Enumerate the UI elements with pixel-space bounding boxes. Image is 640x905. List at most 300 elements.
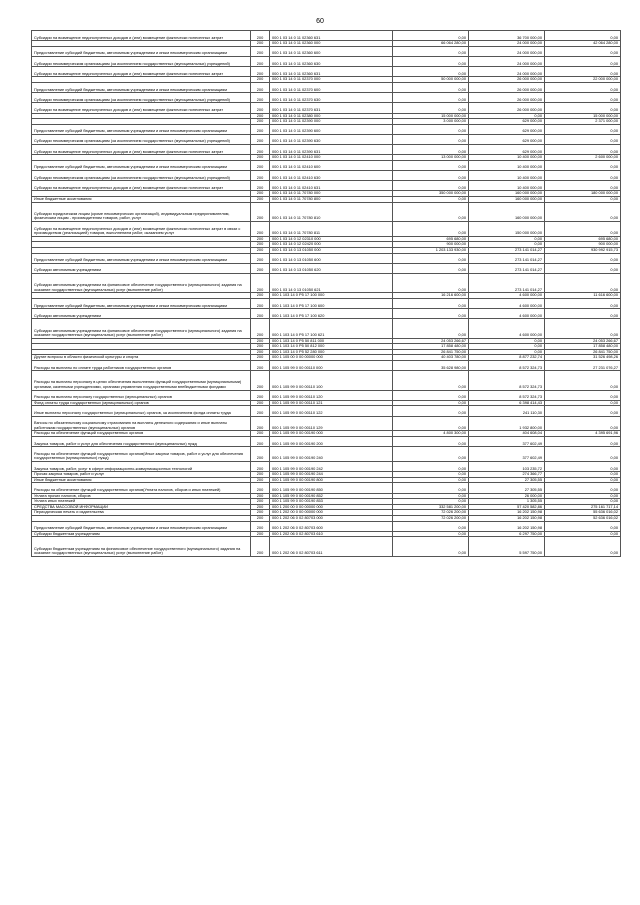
- row-name: Предоставление субсидий бюджетным, автономным учреждениям и иным некоммерческим организациям: [32, 46, 251, 56]
- row-executed: 273 141 014,27: [469, 247, 545, 253]
- row-approved: 40 403 780,00: [393, 355, 469, 361]
- row-approved: 0,00: [393, 309, 469, 319]
- table-row: [32, 273, 621, 292]
- row-code: 200: [251, 510, 270, 516]
- row-kbk: 000 1 03 14 0 12 02420 000: [270, 242, 393, 248]
- table-body: [32, 31, 621, 557]
- row-approved: 332 581 200,00: [393, 504, 469, 510]
- row-name: Субсидии некоммерческим организациям (за исключением государственных (муниципальных) учреждений): [32, 134, 251, 144]
- row-unexecuted: 4 395 691,96: [545, 431, 621, 437]
- row-unexecuted: 27 231 076,27: [545, 361, 621, 371]
- row-kbk: 000 1 202 06 0 02 80703 611: [270, 537, 393, 556]
- row-executed: 0,00: [469, 338, 545, 344]
- row-code: 200: [251, 31, 270, 41]
- row-code: 200: [251, 431, 270, 437]
- row-unexecuted: 0,00: [545, 67, 621, 77]
- row-kbk: 000 1 200 00 0 00 00000 000: [270, 504, 393, 510]
- table-row: [32, 93, 621, 103]
- row-name: Субсидии некоммерческим организациям (за исключением государственных (муниципальных) учреждений): [32, 93, 251, 103]
- row-approved: 16 216 600,00: [393, 293, 469, 299]
- table-row: [32, 134, 621, 144]
- row-unexecuted: 0,00: [545, 437, 621, 447]
- row-unexecuted: 0,00: [545, 103, 621, 113]
- row-code: 200: [251, 77, 270, 83]
- row-unexecuted: 0,00: [545, 472, 621, 478]
- row-code: 200: [251, 155, 270, 161]
- row-executed: 274 366,77: [469, 472, 545, 478]
- row-executed: 24 000 000,00: [469, 67, 545, 77]
- table-row: [32, 461, 621, 471]
- row-kbk: 000 1 03 14 0 13 01050 000: [270, 247, 393, 253]
- row-executed: 26 000 000,00: [469, 93, 545, 103]
- row-kbk: 000 1 03 14 0 11 02370 630: [270, 93, 393, 103]
- row-code: 200: [251, 202, 270, 221]
- row-code: 200: [251, 197, 270, 203]
- row-executed: 0,00: [469, 236, 545, 242]
- row-unexecuted: 900 000,00: [545, 242, 621, 248]
- row-code: 200: [251, 493, 270, 499]
- table-row: [32, 521, 621, 531]
- row-executed: 629 000,00: [469, 119, 545, 125]
- row-kbk: 000 1 03 14 0 11 02370 631: [270, 103, 393, 113]
- row-code: 200: [251, 293, 270, 299]
- row-code: 200: [251, 242, 270, 248]
- row-name: Субсидии на возмещение недополученных доходов и (или) возмещение фактически понесенных затрат: [32, 31, 251, 41]
- row-approved: 0,00: [393, 390, 469, 400]
- row-kbk: 000 1 03 14 0 11 02390 600: [270, 124, 393, 134]
- row-name: Уплата прочих налогов, сборов: [32, 493, 251, 499]
- row-kbk: 000 1 103 14 0 P5 17 100 621: [270, 319, 393, 338]
- row-executed: 404 608,04: [469, 431, 545, 437]
- row-executed: 10 400 000,00: [469, 181, 545, 191]
- row-name: СРЕДСТВА МАССОВОЙ ИНФОРМАЦИИ: [32, 504, 251, 510]
- row-unexecuted: 0,00: [545, 499, 621, 505]
- row-code: 200: [251, 134, 270, 144]
- row-approved: 3 000 000,00: [393, 119, 469, 125]
- row-name: Предоставление субсидий бюджетным, автономным учреждениям и иным некоммерческим организациям: [32, 253, 251, 263]
- table-row: [32, 253, 621, 263]
- row-unexecuted: 0,00: [545, 221, 621, 236]
- row-kbk: 000 1 202 06 0 02 80703 000: [270, 515, 393, 521]
- row-unexecuted: 0,00: [545, 371, 621, 390]
- row-name: Расходы на выплаты по оплате труда работников государственных органов: [32, 361, 251, 371]
- row-code: 200: [251, 67, 270, 77]
- row-name: Субсидии юридическим лицам (кроме некоммерческих организаций), индивидуальным предпринимателям, физическим лицам - производителям товаров, работ, услуг: [32, 202, 251, 221]
- table-row: [32, 309, 621, 319]
- row-unexecuted: 0,00: [545, 416, 621, 431]
- row-code: 200: [251, 56, 270, 66]
- row-unexecuted: 180 000 000,00: [545, 191, 621, 197]
- row-approved: 0,00: [393, 319, 469, 338]
- row-code: 200: [251, 477, 270, 483]
- row-unexecuted: 0,00: [545, 531, 621, 537]
- row-code: 200: [251, 247, 270, 253]
- row-kbk: 000 1 03 14 0 11 02390 000: [270, 119, 393, 125]
- row-executed: 36 700 000,00: [469, 31, 545, 41]
- table-row: [32, 221, 621, 236]
- row-kbk: 000 1 202 06 0 02 80703 600: [270, 521, 393, 531]
- row-unexecuted: 17 858 480,00: [545, 344, 621, 350]
- row-kbk: 000 1 105 99 0 00 00190 800: [270, 477, 393, 483]
- row-approved: 350 000 000,00: [393, 191, 469, 197]
- row-executed: 160 000 000,00: [469, 202, 545, 221]
- row-name: Субсидии некоммерческим организациям (за исключением государственных (муниципальных) учреждений): [32, 171, 251, 181]
- row-approved: 15 000 000,00: [393, 113, 469, 119]
- row-code: 200: [251, 499, 270, 505]
- row-kbk: 000 1 103 14 0 P5 17 100 620: [270, 309, 393, 319]
- row-executed: 273 141 014,27: [469, 253, 545, 263]
- row-code: 200: [251, 119, 270, 125]
- row-executed: 8 572 324,73: [469, 371, 545, 390]
- row-code: 200: [251, 309, 270, 319]
- row-approved: 0,00: [393, 263, 469, 273]
- row-unexecuted: 0,00: [545, 31, 621, 41]
- row-unexecuted: 0,00: [545, 56, 621, 66]
- row-approved: 1 203 133 930,00: [393, 247, 469, 253]
- row-unexecuted: 0,00: [545, 82, 621, 92]
- row-approved: 26 841 750,00: [393, 349, 469, 355]
- row-executed: 273 141 014,27: [469, 273, 545, 292]
- row-approved: 0,00: [393, 46, 469, 56]
- row-code: 200: [251, 483, 270, 493]
- row-code: 200: [251, 504, 270, 510]
- table-row: [32, 298, 621, 308]
- row-kbk: 000 1 03 14 0 11 02410 000: [270, 155, 393, 161]
- row-executed: 241 110,30: [469, 406, 545, 416]
- row-unexecuted: 930 992 915,73: [545, 247, 621, 253]
- row-unexecuted: 0,00: [545, 253, 621, 263]
- row-kbk: 000 1 03 14 0 11 02370 000: [270, 77, 393, 83]
- row-kbk: 000 1 105 99 0 00 00190 853: [270, 499, 393, 505]
- row-kbk: 000 1 03 14 0 11 70780 810: [270, 202, 393, 221]
- row-executed: 273 141 014,27: [469, 263, 545, 273]
- table-row: [32, 181, 621, 191]
- row-unexecuted: 52 636 016,02: [545, 515, 621, 521]
- row-code: 200: [251, 41, 270, 47]
- row-code: 200: [251, 361, 270, 371]
- row-kbk: 000 1 103 14 0 P5 17 100 600: [270, 298, 393, 308]
- row-executed: 629 000,00: [469, 145, 545, 155]
- row-code: 200: [251, 253, 270, 263]
- row-kbk: 000 1 105 99 0 00 00190 242: [270, 461, 393, 471]
- row-name: Субсидии на возмещение недополученных доходов и (или) возмещение фактически понесенных затрат: [32, 181, 251, 191]
- row-code: 200: [251, 145, 270, 155]
- row-code: 200: [251, 319, 270, 338]
- row-kbk: 000 1 105 99 0 00 00110 121: [270, 400, 393, 406]
- row-approved: 0,00: [393, 31, 469, 41]
- row-kbk: 000 1 105 00 0 00 00000 000: [270, 355, 393, 361]
- row-kbk: 000 1 03 14 0 11 02370 600: [270, 82, 393, 92]
- row-name: Взносы по обязательному социальному страхованию на выплаты денежного содержания и иные выплаты работникам государственных (муниципальных) органов: [32, 416, 251, 431]
- row-unexecuted: 31 526 498,26: [545, 355, 621, 361]
- row-executed: 8 572 324,73: [469, 390, 545, 400]
- row-unexecuted: 275 161 717,14: [545, 504, 621, 510]
- row-code: 200: [251, 400, 270, 406]
- row-unexecuted: 0,00: [545, 273, 621, 292]
- row-name: Закупка товаров, работ, услуг в сфере информационно-коммуникационных технологий: [32, 461, 251, 471]
- row-approved: 0,00: [393, 145, 469, 155]
- row-executed: 26 000,00: [469, 493, 545, 499]
- row-name: Расходы на обеспечение функций государственных органов: [32, 431, 251, 437]
- row-unexecuted: 0,00: [545, 263, 621, 273]
- row-approved: 0,00: [393, 253, 469, 263]
- row-code: 200: [251, 437, 270, 447]
- row-approved: 0,00: [393, 273, 469, 292]
- row-approved: 0,00: [393, 124, 469, 134]
- row-approved: 900 000,00: [393, 242, 469, 248]
- table-row: [32, 202, 621, 221]
- row-code: 200: [251, 355, 270, 361]
- row-approved: 17 858 480,00: [393, 344, 469, 350]
- row-approved: 0,00: [393, 483, 469, 493]
- row-executed: 27 305,55: [469, 477, 545, 483]
- row-kbk: 000 1 03 14 0 11 02360 631: [270, 31, 393, 41]
- row-kbk: 000 1 105 99 0 00 00190 850: [270, 483, 393, 493]
- table-row: [32, 390, 621, 400]
- row-approved: 0,00: [393, 537, 469, 556]
- row-executed: 10 400 000,00: [469, 155, 545, 161]
- row-executed: 26 000 000,00: [469, 103, 545, 113]
- row-unexecuted: 0,00: [545, 477, 621, 483]
- row-name: Субсидии автономным учреждениям: [32, 263, 251, 273]
- row-kbk: 000 1 03 14 0 12 02310 000: [270, 236, 393, 242]
- row-name: Субсидии автономным учреждениям: [32, 309, 251, 319]
- row-code: 200: [251, 113, 270, 119]
- row-code: 200: [251, 46, 270, 56]
- row-executed: 377 602,49: [469, 447, 545, 462]
- row-unexecuted: 0,00: [545, 202, 621, 221]
- row-unexecuted: 0,00: [545, 309, 621, 319]
- row-executed: 26 000 000,00: [469, 82, 545, 92]
- row-kbk: 000 1 03 14 0 11 02380 000: [270, 113, 393, 119]
- table-row: [32, 171, 621, 181]
- row-executed: 0,00: [469, 344, 545, 350]
- row-approved: 0,00: [393, 531, 469, 537]
- row-executed: 24 000 000,00: [469, 41, 545, 47]
- row-name: Субсидии на возмещение недополученных доходов и (или) возмещение фактически понесенных затрат в связи с производством (реализацией) товаров, выполнением работ, оказанием услуг: [32, 221, 251, 236]
- row-name: Периодическая печать и издательства: [32, 510, 251, 516]
- table-row: [32, 103, 621, 113]
- row-approved: 0,00: [393, 67, 469, 77]
- row-unexecuted: 0,00: [545, 160, 621, 170]
- row-approved: 0,00: [393, 371, 469, 390]
- row-executed: 27 305,55: [469, 483, 545, 493]
- row-kbk: 000 1 03 14 0 13 01050 600: [270, 253, 393, 263]
- row-unexecuted: 22 000 000,00: [545, 77, 621, 83]
- row-unexecuted: 55 636 016,02: [545, 510, 621, 516]
- row-name: Субсидии автономным учреждениям на финансовое обеспечение государственного (муниципального) задания на оказание государственных (муниципальных) услуг (выполнение работ): [32, 273, 251, 292]
- row-kbk: 000 1 03 14 0 11 02360 600: [270, 46, 393, 56]
- row-executed: 6 297 750,00: [469, 531, 545, 537]
- row-unexecuted: 0,00: [545, 400, 621, 406]
- row-approved: 0,00: [393, 521, 469, 531]
- row-name: Расходы на выплаты персоналу государственных (муниципальных) органов: [32, 390, 251, 400]
- row-approved: 0,00: [393, 477, 469, 483]
- row-approved: 0,00: [393, 93, 469, 103]
- row-unexecuted: 0,00: [545, 483, 621, 493]
- row-kbk: 000 1 03 14 0 11 02390 631: [270, 145, 393, 155]
- row-code: 200: [251, 273, 270, 292]
- row-name: Иные бюджетные ассигнования: [32, 197, 251, 203]
- row-approved: 0,00: [393, 499, 469, 505]
- row-unexecuted: 0,00: [545, 447, 621, 462]
- row-executed: 4 600 000,00: [469, 319, 545, 338]
- row-kbk: 000 1 03 14 0 11 02360 631: [270, 67, 393, 77]
- row-name: Фонд оплаты труда государственных (муниципальных) органов: [32, 400, 251, 406]
- row-approved: 0,00: [393, 181, 469, 191]
- row-executed: 629 000,00: [469, 124, 545, 134]
- row-approved: 0,00: [393, 202, 469, 221]
- row-unexecuted: 0,00: [545, 197, 621, 203]
- row-name: Расходы на обеспечение функций государственных органов(Уплата налогов, сборов и иных платежей): [32, 483, 251, 493]
- row-approved: 0,00: [393, 461, 469, 471]
- row-kbk: 000 1 105 99 0 00 00110 100: [270, 371, 393, 390]
- row-name: Субсидии на возмещение недополученных доходов и (или) возмещение фактически понесенных затрат: [32, 145, 251, 155]
- row-approved: 0,00: [393, 221, 469, 236]
- table-row: [32, 319, 621, 338]
- row-approved: 0,00: [393, 160, 469, 170]
- row-approved: 72 026 200,00: [393, 515, 469, 521]
- table-row: [32, 437, 621, 447]
- table-row: [32, 263, 621, 273]
- row-code: 200: [251, 416, 270, 431]
- row-name: Предоставление субсидий бюджетным, автономным учреждениям и иным некоммерческим организациям: [32, 298, 251, 308]
- page-number: 60: [316, 18, 324, 25]
- row-executed: 4 600 000,00: [469, 293, 545, 299]
- row-name: Прочая закупка товаров, работ и услуг: [32, 472, 251, 478]
- row-executed: 24 000 000,00: [469, 46, 545, 56]
- row-executed: 103 235,72: [469, 461, 545, 471]
- row-code: 200: [251, 82, 270, 92]
- row-kbk: 000 1 03 14 0 11 70780 811: [270, 221, 393, 236]
- row-code: 200: [251, 93, 270, 103]
- row-name: Иные бюджетные ассигнования: [32, 477, 251, 483]
- row-code: 200: [251, 344, 270, 350]
- row-executed: 10 400 000,00: [469, 171, 545, 181]
- row-executed: 1 305,55: [469, 499, 545, 505]
- row-executed: 24 000 000,00: [469, 56, 545, 66]
- table-row: [32, 56, 621, 66]
- row-kbk: 000 1 105 99 0 00 00190 852: [270, 493, 393, 499]
- row-code: 200: [251, 472, 270, 478]
- row-kbk: 000 1 103 14 0 P5 17 100 000: [270, 293, 393, 299]
- table-row: [32, 361, 621, 371]
- row-name: Предоставление субсидий бюджетным, автономным учреждениям и иным некоммерческим организациям: [32, 160, 251, 170]
- row-executed: 4 600 000,00: [469, 309, 545, 319]
- table-row: [32, 46, 621, 56]
- row-kbk: 000 1 105 99 0 00 00190 200: [270, 437, 393, 447]
- row-kbk: 000 1 03 14 0 13 01050 621: [270, 273, 393, 292]
- row-code: 200: [251, 338, 270, 344]
- row-approved: 13 000 000,00: [393, 155, 469, 161]
- row-unexecuted: 0,00: [545, 537, 621, 556]
- row-code: 200: [251, 298, 270, 308]
- row-executed: 4 600 000,00: [469, 298, 545, 308]
- row-kbk: 000 1 105 99 0 00 00110 120: [270, 390, 393, 400]
- row-code: 200: [251, 371, 270, 390]
- table-row: [32, 67, 621, 77]
- row-unexecuted: 0,00: [545, 406, 621, 416]
- row-name: Иные выплаты персоналу государственных (муниципальных) органов, за исключением фонда оплаты труда: [32, 406, 251, 416]
- row-approved: 0,00: [393, 493, 469, 499]
- row-name: Субсидии на возмещение недополученных доходов и (или) возмещение фактически понесенных затрат: [32, 67, 251, 77]
- row-approved: 695 680,00: [393, 236, 469, 242]
- row-kbk: 000 1 202 06 0 02 80703 610: [270, 531, 393, 537]
- row-unexecuted: 0,00: [545, 319, 621, 338]
- table-row: [32, 416, 621, 431]
- row-code: 200: [251, 521, 270, 531]
- row-kbk: 000 1 103 14 0 P5 50 812 000: [270, 344, 393, 350]
- row-kbk: 000 1 105 99 0 00 00190 244: [270, 472, 393, 478]
- row-code: 200: [251, 191, 270, 197]
- row-executed: 16 202 150,98: [469, 521, 545, 531]
- row-unexecuted: 0,00: [545, 493, 621, 499]
- row-approved: 0,00: [393, 82, 469, 92]
- row-code: 200: [251, 537, 270, 556]
- row-name: Субсидии некоммерческим организациям (за исключением государственных (муниципальных) учреждений): [32, 56, 251, 66]
- row-unexecuted: 0,00: [545, 521, 621, 531]
- row-kbk: 000 1 03 14 0 11 02360 000: [270, 41, 393, 47]
- row-code: 200: [251, 531, 270, 537]
- row-name: Субсидии на возмещение недополученных доходов и (или) возмещение фактически понесенных затрат: [32, 103, 251, 113]
- table-row: [32, 371, 621, 390]
- row-executed: 629 000,00: [469, 134, 545, 144]
- row-code: 200: [251, 103, 270, 113]
- row-approved: 24 053 266,67: [393, 338, 469, 344]
- row-kbk: 000 1 03 14 0 11 02410 600: [270, 160, 393, 170]
- row-kbk: 000 1 03 14 0 11 02410 631: [270, 181, 393, 191]
- row-name: Субсидии бюджетным учреждениям на финансовое обеспечение государственного (муниципального) задания на оказание государственных (муниципальных) услуг (выполнение работ): [32, 537, 251, 556]
- row-executed: 377 602,49: [469, 437, 545, 447]
- row-name: Расходы на обеспечение функций государственных органов(Иные закупки товаров, работ и услуг для обеспечения государственных (муниципальных) нужд): [32, 447, 251, 462]
- row-approved: 0,00: [393, 298, 469, 308]
- row-code: 200: [251, 221, 270, 236]
- row-executed: 5 597 750,00: [469, 537, 545, 556]
- row-executed: 8 572 324,73: [469, 361, 545, 371]
- row-approved: 0,00: [393, 472, 469, 478]
- row-code: 200: [251, 515, 270, 521]
- row-unexecuted: 24 053 266,67: [545, 338, 621, 344]
- row-approved: 0,00: [393, 437, 469, 447]
- row-unexecuted: 0,00: [545, 181, 621, 191]
- row-unexecuted: 11 616 600,00: [545, 293, 621, 299]
- row-code: 200: [251, 171, 270, 181]
- row-name: Предоставление субсидий бюджетным, автономным учреждениям и иным некоммерческим организациям: [32, 82, 251, 92]
- row-kbk: 000 1 03 14 0 11 02360 630: [270, 56, 393, 66]
- row-executed: 0,00: [469, 113, 545, 119]
- row-executed: 10 400 000,00: [469, 160, 545, 170]
- row-name: Предоставление субсидий бюджетным, автономным учреждениям и иным некоммерческим организациям: [32, 124, 251, 134]
- row-unexecuted: 42 064 280,00: [545, 41, 621, 47]
- row-unexecuted: 695 680,00: [545, 236, 621, 242]
- table-row: [32, 124, 621, 134]
- row-approved: 35 628 980,00: [393, 361, 469, 371]
- row-kbk: 000 1 105 99 0 00 00110 122: [270, 406, 393, 416]
- table-row: [32, 145, 621, 155]
- row-approved: 0,00: [393, 171, 469, 181]
- row-name: Предоставление субсидий бюджетным, автономным учреждениям и иным некоммерческим организациям: [32, 521, 251, 531]
- row-kbk: 000 1 202 00 0 00 00000 000: [270, 510, 393, 516]
- row-approved: 0,00: [393, 416, 469, 431]
- row-unexecuted: 0,00: [545, 46, 621, 56]
- row-unexecuted: 0,00: [545, 298, 621, 308]
- row-kbk: 000 1 03 14 0 11 70780 000: [270, 191, 393, 197]
- row-code: 200: [251, 236, 270, 242]
- row-executed: 6 398 414,43: [469, 400, 545, 406]
- row-executed: 8 877 232,74: [469, 355, 545, 361]
- row-name: Субсидии автономным учреждениям на финансовое обеспечение государственного (муниципального) задания на оказание государственных (муниципальных) услуг (выполнение работ): [32, 319, 251, 338]
- row-approved: 50 000 000,00: [393, 77, 469, 83]
